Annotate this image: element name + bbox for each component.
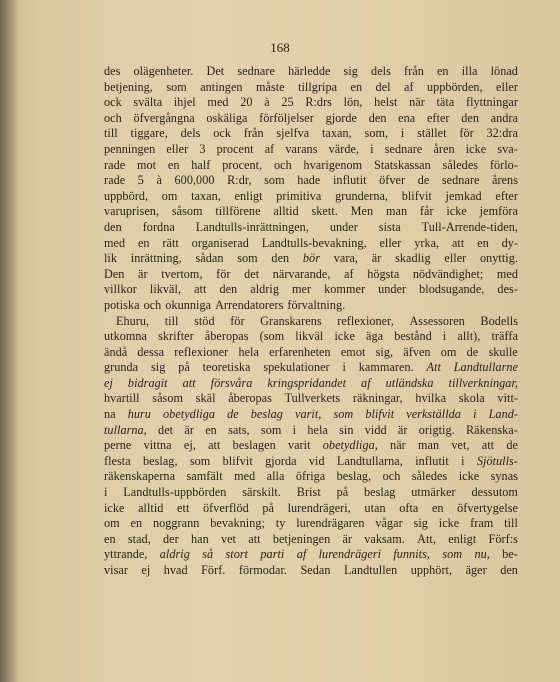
text-line: na huru obetydliga de beslag varit, som blifvit verkställda i Land-	[104, 407, 518, 422]
page-spine-shadow	[0, 0, 18, 682]
text-line: ändå dessa reflexioner hela erfarenheten emot sig, äfven om de skulle	[104, 344, 518, 359]
body-text	[104, 64, 518, 579]
text-line: utkomna skrifter åberopas (som likväl icke äga bestånd i allt), träffa	[104, 329, 518, 344]
text-line: grunda sig på teoretiska spekulationer i kammaren. Att Landtullarne	[104, 360, 518, 375]
text-line: om en noggrann bevakning; ty lurendrägaren vågar sig icke fram till	[104, 516, 518, 531]
text-line: Ehuru, till stöd för Granskarens reflexioner, Assessoren Bodells	[116, 313, 518, 328]
text-line: med en rätt organiserad Landtulls-bevakning, eller yrka, att en dy-	[104, 235, 518, 250]
page-number: 168	[270, 40, 290, 55]
text-line: en stad, der han vet att betjeningen är vaksam. Att, enligt Förf:s	[104, 531, 518, 546]
text-line: icke alltid ett öfverflöd på lurendrägeri, utan ofta en öfvertygelse	[104, 500, 518, 515]
text-line: visar ej hvad Förf. förmodar. Sedan Landtullen upphört, äger den	[104, 563, 518, 577]
text-line: Den är tvertom, för det närvarande, af högsta nödvändighet; med	[104, 266, 518, 281]
text-line: rade mot en half procent, och hvarigenom Statskassan således förlo-	[104, 157, 518, 172]
text-line: des olägenheter. Det sednare härledde sig dels från en illa lönad	[104, 64, 518, 78]
text-line: flesta beslag, som blifvit gjorda vid Landtullarna, influtit i Sjötulls-	[104, 453, 518, 468]
text-line: perne vittna ej, att beslagen varit obetydliga, när man vet, att de	[104, 438, 518, 453]
text-line: varuprisen, såsom tillförene alltid skett. Men man får icke jemföra	[104, 204, 518, 219]
text-line: rade 5 à 600,000 R:dr, som hade influtit öfver de sednare årens	[104, 173, 518, 188]
text-line: betjening, som antingen måste tillgripa en del af uppbörden, eller	[104, 79, 518, 94]
text-line: hvartill såsom skäl åberopas Tullverkets räkningar, hvilka skola vitt-	[104, 391, 518, 406]
text-line: lik inrättning, sådan som den bör vara, är skadlig eller onyttig.	[104, 251, 518, 266]
text-line: till tiggare, dels ock från sjelfva taxan, som, i stället för 32:dra	[104, 126, 518, 141]
text-line: ej bidragit att försvåra kringspridandet af utländska tillverkningar,	[104, 375, 518, 390]
text-line: i Landtulls-uppbörden särskilt. Brist på beslag utmärker dessutom	[104, 485, 518, 500]
text-line: villkor likväl, att den aldrig mer kommer under blodsugande, des-	[104, 282, 518, 297]
text-line: uppbörd, om taxan, enligt primitiva grunderna, blifvit jemkad efter	[104, 188, 518, 203]
text-line: ock svälta ihjel med 20 à 25 R:drs lön, helst när täta flyttningar	[104, 95, 518, 110]
text-line: penningen eller 3 procent af varans värde, i sednare åren icke sva-	[104, 141, 518, 156]
text-line: yttrande, aldrig så stort parti af lurendrägeri funnits, som nu, be-	[104, 547, 518, 562]
text-line: räkenskaperna samfält med alla öfriga beslag, och således icke synas	[104, 469, 518, 484]
text-line: potiska och okunniga Arrendatorers förvaltning.	[104, 297, 346, 312]
text-line: tullarna, det är en sats, som i hela sin vidd är origtig. Räkenska-	[104, 422, 518, 437]
text-line: den fordna Landtulls-inrättningen, under sista Tull-Arrende-tiden,	[104, 219, 518, 234]
text-line: och öfvergångna oskäliga förföljelser gjorde den ena efter den andra	[104, 110, 518, 125]
